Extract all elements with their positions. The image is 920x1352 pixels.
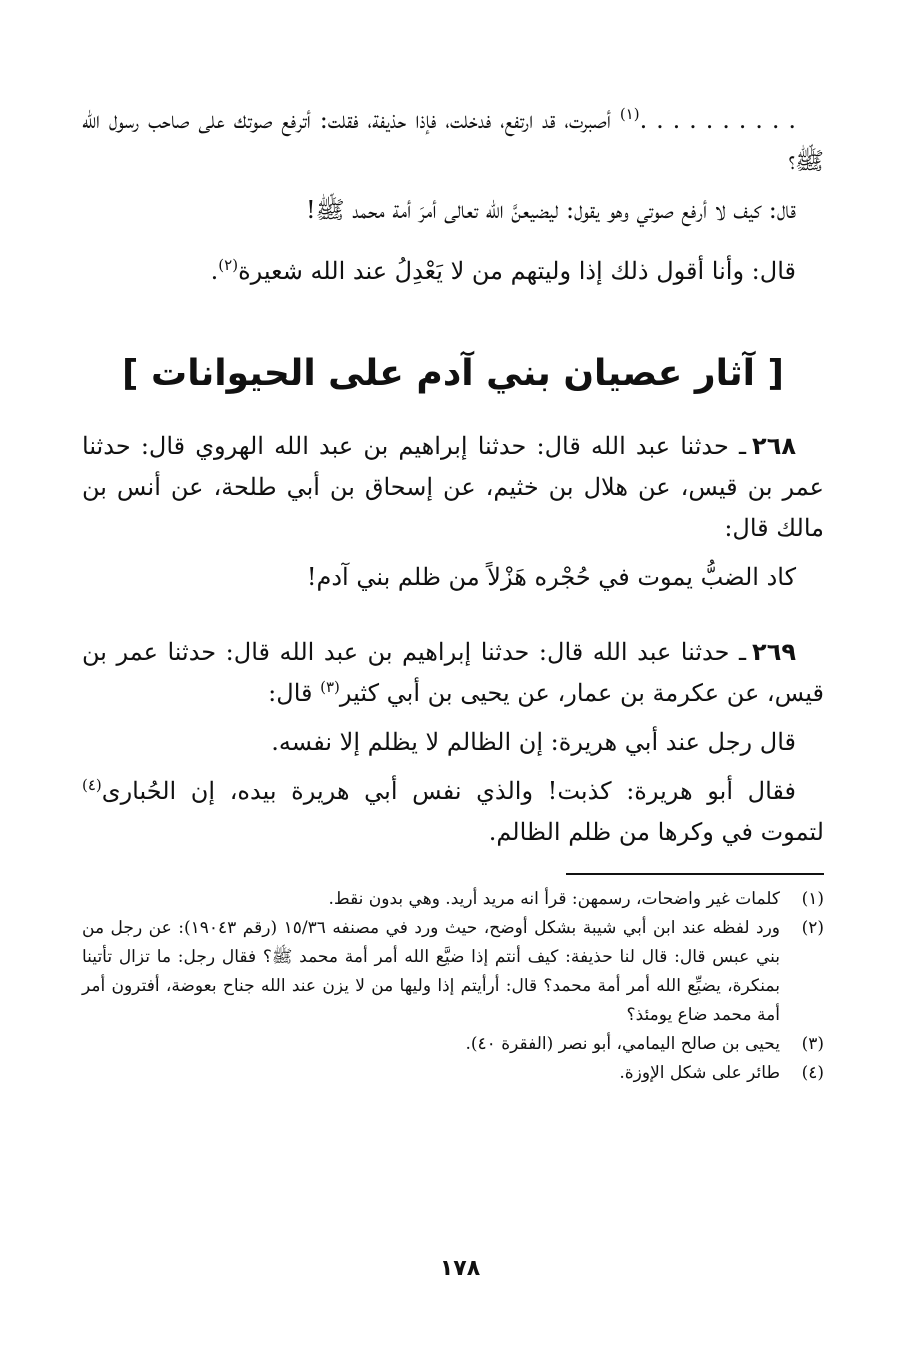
paragraph-text: قال: وأنا أقول ذلك إذا وليتهم من لا يَعْدِلُ عند الله شعيرة xyxy=(238,257,796,285)
footnote-1 xyxy=(82,885,824,914)
paragraph-opening xyxy=(82,100,824,182)
matn-text: فقال أبو هريرة: كذبت! والذي نفس أبي هريرة بيده، إن الحُبارى xyxy=(101,777,796,805)
hadith-269-matn-2 xyxy=(82,771,824,853)
footnote-ref-3[interactable]: (٣) xyxy=(320,678,340,696)
footnote-text: طائر على شكل الإوزة. xyxy=(619,1063,780,1083)
hadith-269-isnad xyxy=(82,632,824,714)
hadith-268-matn: كاد الضبُّ يموت في حُجْره هَزْلاً من ظلم بني آدم! xyxy=(306,563,796,591)
footnote-number: (٣) xyxy=(801,1034,824,1054)
hadith-number: ٢٦٩ xyxy=(752,638,796,666)
footnote-ref-2[interactable]: (٢) xyxy=(218,256,239,274)
footnote-ref-1[interactable]: (١) xyxy=(619,105,640,123)
hadith-269-matn-1: قال رجل عند أبي هريرة: إن الظالم لا يظلم إلا نفسه. xyxy=(271,728,796,756)
footnote-divider xyxy=(566,873,824,875)
page-number: ١٧٨ xyxy=(439,1256,481,1281)
matn-text-end: لتموت في وكرها من ظلم الظالم. xyxy=(488,818,824,846)
footnote-text: ورد لفظه عند ابن أبي شيبة بشكل أوضح، حيث ورد في مصنفه ١٥/٣٦ (رقم ١٩٠٤٣): عن رجل من بني عبس قال: قال لنا حذيفة: كيف أنتم إذا ضيَّع الله أمر أمة محمد ﷺ؟ فقال رجل: ما تزال تأتينا بمنكرة، يضيِّع الله أمر أمة محمد؟ قال: أرأيتم إذا وليها من لا يزن عند الله جناح بعوضة، أفترون أمر أمة محمد ضاع يومئذ؟ xyxy=(82,918,781,1025)
footnotes xyxy=(82,885,824,1088)
isnad-text: ـ حدثنا عبد الله قال: حدثنا إبراهيم بن عبد الله الهروي قال: حدثنا عمر بن قيس، عن هلال بن خثيم، عن إسحاق بن أبي طلحة، عن أنس بن مالك قال: xyxy=(82,432,824,542)
section-heading: [ آثار عصيان بني آدم على الحيوانات ] xyxy=(122,353,784,394)
footnote-number: (٤) xyxy=(801,1063,824,1083)
footnote-ref-4[interactable]: (٤) xyxy=(82,776,102,794)
isnad-text-end: قال: xyxy=(268,679,321,707)
paragraph-text: أصبرت، قد ارتفع، فدخلت، فإذا حذيفة، فقلت: أترفع صوتك على صاحب رسول الله ﷺ؟ xyxy=(82,106,824,175)
footnote-number: (١) xyxy=(801,889,824,909)
footnote-3 xyxy=(82,1030,824,1059)
footnote-2 xyxy=(82,914,824,1030)
ellipsis: . . . . . . . . . . xyxy=(639,106,796,134)
paragraph-closing-remark xyxy=(82,251,824,292)
footnote-4 xyxy=(82,1059,824,1088)
footnote-number: (٢) xyxy=(801,918,824,938)
footnote-text: يحيى بن صالح اليمامي، أبو نصر (الفقرة ٤٠). xyxy=(465,1034,780,1054)
period: . xyxy=(210,257,219,285)
isnad-text: ـ حدثنا عبد الله قال: حدثنا إبراهيم بن عبد الله قال: حدثنا عمر بن قيس، عن عكرمة بن عمار، عن يحيى بن أبي كثير xyxy=(82,638,824,707)
footnote-text: كلمات غير واضحات، رسمهن: قرأ انه مريد أريد. وهي بدون نقط. xyxy=(328,889,780,909)
paragraph-hudhayfa-reply: قال: كيف لا أرفع صوتي وهو يقول: ليضيعنَّ الله تعالى أمرَ أمة محمد ﷺ! xyxy=(305,196,796,224)
hadith-number: ٢٦٨ xyxy=(752,432,796,460)
hadith-268-isnad xyxy=(82,426,824,549)
